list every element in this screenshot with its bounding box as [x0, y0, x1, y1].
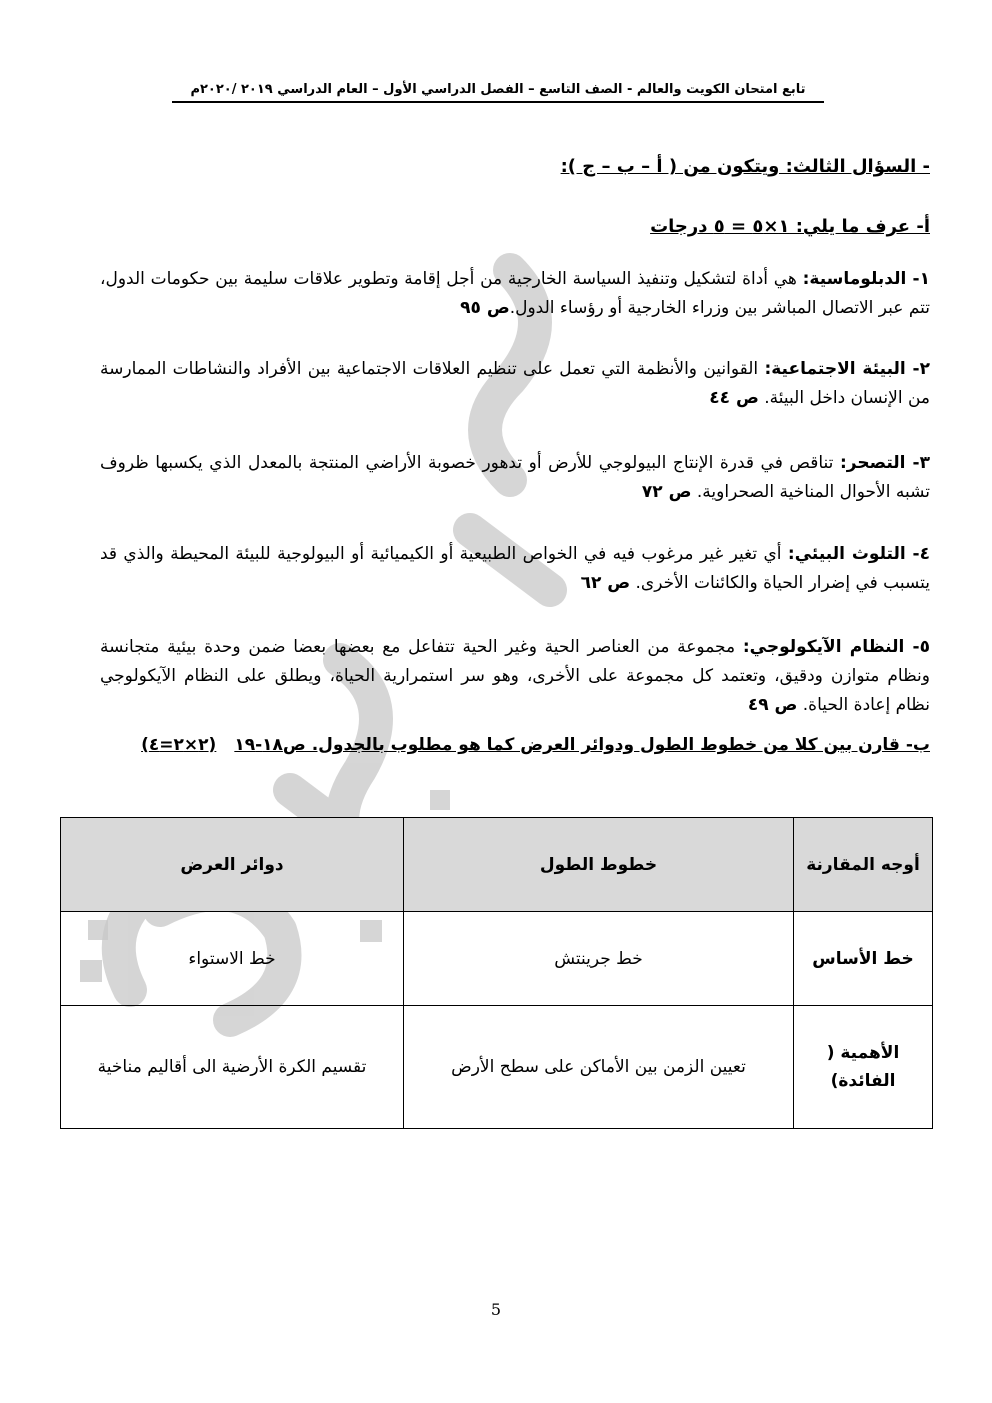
- table-row: [61, 912, 933, 1006]
- table-row: [61, 1006, 933, 1129]
- definition-term: ٣- التصحر:: [839, 453, 930, 473]
- definition-item: [100, 355, 930, 413]
- table-cell: تعيين الزمن بين الأماكن على سطح الأرض: [404, 1006, 794, 1129]
- table-row-label: الأهمية ( الفائدة): [794, 1006, 933, 1129]
- table-cell: تقسيم الكرة الأرضية الى أقاليم مناخية: [61, 1006, 404, 1129]
- definition-text: تناقص في قدرة الإنتاج البيولوجي للأرض أو تدهور خصوبة الأراضي المنتجة بالمعدل الذي يكسبها ظروف تشبه الأحوال المناخية الصحراوية.: [100, 453, 930, 502]
- definition-text: أي تغير غير مرغوب فيه في الخواص الطبيعية أو الكيميائية أو البيولوجية للبيئة المحيطة والذي قد يتسبب في إضرار الحياة والكائنات الأخرى.: [100, 544, 930, 593]
- definition-term: ٥- النظام الآيكولوجي:: [742, 637, 930, 657]
- page-number: 5: [490, 1300, 502, 1319]
- table-header-cell: دوائر العرض: [61, 818, 404, 912]
- definition-page-ref: ص ٩٥: [460, 298, 510, 318]
- definition-item: [100, 540, 930, 598]
- part-a-title: أ- عرف ما يلي: ١×٥ = ٥ درجات: [650, 216, 930, 237]
- table-row-label: خط الأساس: [794, 912, 933, 1006]
- definition-page-ref: ص ٧٢: [641, 482, 692, 502]
- definition-item: [100, 449, 930, 507]
- definition-term: ١- الدبلوماسية:: [802, 269, 930, 289]
- definition-item: [100, 265, 930, 323]
- table-cell: خط جرينتش: [404, 912, 794, 1006]
- part-b-title: [80, 733, 930, 757]
- table-header-cell: خطوط الطول: [404, 818, 794, 912]
- definition-text: القوانين والأنظمة التي تعمل على تنظيم العلاقات الاجتماعية بين الأفراد والنشاطات الممارسة من الإنسان داخل البيئة.: [100, 359, 930, 408]
- definition-page-ref: ص ٤٩: [747, 695, 798, 715]
- table-cell: خط الاستواء: [61, 912, 404, 1006]
- definition-term: ٤- التلوث البيئي:: [787, 544, 930, 564]
- comparison-table: [60, 817, 933, 1129]
- definition-item: [100, 633, 930, 720]
- table-header-cell: أوجه المقارنة: [794, 818, 933, 912]
- question-title: - السؤال الثالث: ويتكون من ( أ – ب – ج ):: [560, 156, 930, 177]
- definition-page-ref: ص ٤٤: [709, 388, 759, 408]
- exam-header: تابع امتحان الكويت والعالم - الصف التاسع – الفصل الدراسي الأول – العام الدراسي ٢٠١٩ /٢٠٢٠م: [172, 82, 824, 103]
- part-b-marks: (٢×٢=٤): [141, 735, 217, 755]
- table-header-row: [61, 818, 933, 912]
- part-b-title-text: ب- قارن بين كلا من خطوط الطول ودوائر العرض كما هو مطلوب بالجدول. ص١٨-١٩: [234, 735, 930, 755]
- definition-text: هي أداة لتشكيل وتنفيذ السياسة الخارجية من أجل إقامة وتطوير علاقات سليمة بين حكومات الدول، تتم عبر الاتصال المباشر بين وزراء الخارجية أو رؤساء الدول.: [100, 269, 930, 318]
- definition-page-ref: ص ٦٢: [580, 573, 631, 593]
- definition-text: مجموعة من العناصر الحية وغير الحية تتفاعل مع بعضها بعضا ضمن وحدة بيئية متجانسة ونظام متوازن ودقيق، وتعتمد كل مجموعة على الأخرى، وهو سر استمرارية الحياة، ويطلق على النظام الآيكولوجي نظام إعادة الحياة.: [100, 637, 930, 715]
- definition-term: ٢- البيئة الاجتماعية:: [764, 359, 930, 379]
